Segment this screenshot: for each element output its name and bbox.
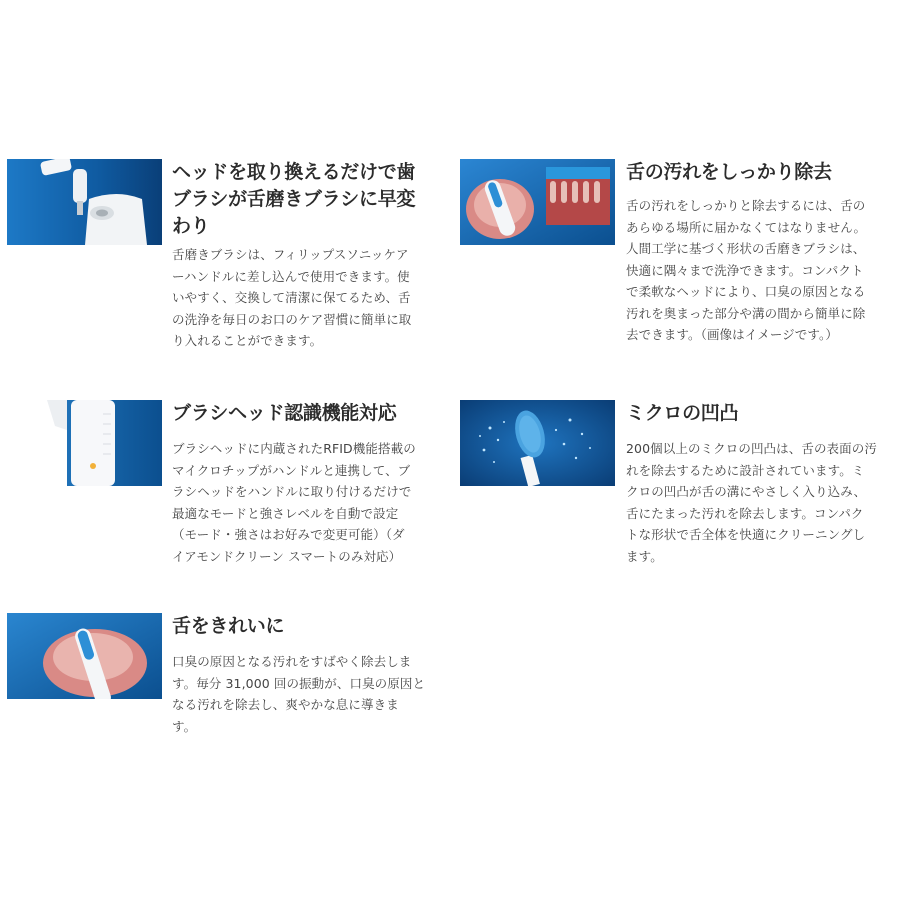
handle-image: [7, 400, 162, 486]
brush-head-attach-image: [7, 159, 162, 245]
feature-body: 舌の汚れをしっかりと除去するには、舌の あらゆる場所に届かなくてはなりません。 人間工学に基づく形状の舌磨きブラシは、 快適に隅々まで洗浄できます。コンパクト で柔軟なヘッドにより、口臭の原因となる 汚れを奥まった部分や溝の間から簡単に除 去できます。（画像はイメージです。）: [626, 198, 867, 342]
tongue-brush-image: [7, 613, 162, 699]
feature-title: ヘッドを取り換えるだけで歯 ブラシが舌磨きブラシに早変 わり: [172, 161, 416, 237]
tongue-cross-section-image: [460, 159, 615, 245]
feature-title: ブラシヘッド認識機能対応: [172, 402, 397, 424]
feature-title: 舌をきれいに: [172, 615, 285, 637]
micro-bumps-image: [460, 400, 615, 486]
feature-title: 舌の汚れをしっかり除去: [626, 161, 832, 183]
feature-title: ミクロの凹凸: [626, 402, 739, 424]
feature-body: 舌磨きブラシは、フィリップスソニッケア ーハンドルに差し込んで使用できます。使 いやすく、交換して清潔に保てるため、舌 の洗浄を毎日のお口のケア習慣に簡単に取 り入れることができます。: [172, 247, 412, 348]
feature-body: 200個以上のミクロの凹凸は、舌の表面の汚 れを除去するために設計されています。ミ クロの凹凸が舌の溝にやさしく入り込み、 舌にたまった汚れを除去します。コンパク トな形状で舌全体を快適にクリーニングし ます。: [626, 441, 877, 564]
feature-body: 口臭の原因となる汚れをすばやく除去しま す。毎分 31,000 回の振動が、口臭の原因と なる汚れを除去し、爽やかな息に導きま す。: [172, 654, 426, 734]
feature-body: ブラシヘッドに内蔵されたRFID機能搭載の マイクロチップがハンドルと連携して、ブ ラシヘッドをハンドルに取り付けるだけで 最適なモードと強さレベルを自動で設定 （モード・強さはお好みで変更可能）（ダ イアモンドクリーン スマートのみ対応）: [172, 441, 416, 564]
